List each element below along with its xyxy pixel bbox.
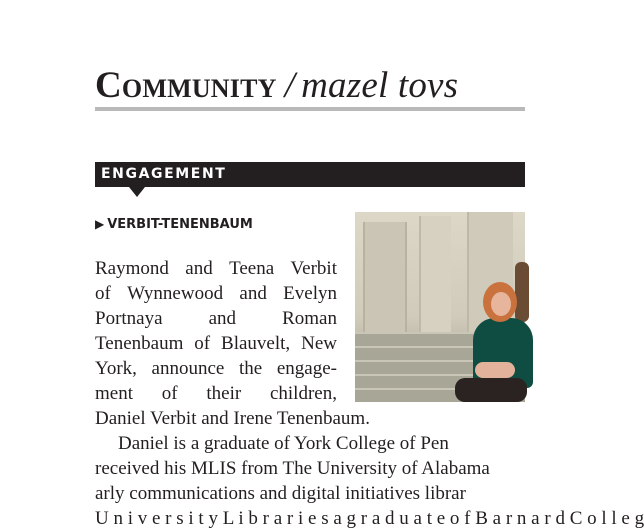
body-line bbox=[95, 306, 337, 331]
word: of bbox=[194, 333, 211, 354]
header-separator: / bbox=[284, 65, 296, 106]
body-line bbox=[95, 356, 337, 381]
body-line: Daniel Verbit and Irene Tenenbaum. bbox=[95, 408, 370, 429]
word: York, bbox=[95, 358, 137, 379]
body-line: U n i v e r s i t y L i b r a r i e s a g r a d u a t e o f B a r n a r d C o l l e g bbox=[95, 508, 644, 529]
section-header bbox=[95, 62, 458, 110]
word: and bbox=[185, 258, 213, 279]
body-line: arly communications and digital initiatives librar bbox=[95, 483, 466, 504]
article-body bbox=[95, 256, 644, 531]
photo-figure-partner bbox=[515, 262, 529, 322]
word: Blauvelt, bbox=[221, 333, 291, 354]
word: Evelyn bbox=[283, 283, 337, 304]
word: of bbox=[161, 383, 178, 404]
word: engage- bbox=[276, 358, 337, 379]
body-line: received his MLIS from The University of Alabama bbox=[95, 458, 490, 479]
category-tab-pointer bbox=[129, 187, 145, 197]
word: of bbox=[95, 283, 111, 304]
body-line bbox=[95, 381, 337, 406]
body-line bbox=[95, 331, 337, 356]
word: and bbox=[208, 308, 237, 329]
category-tab-bar bbox=[95, 162, 525, 187]
word: Roman bbox=[282, 308, 337, 329]
word: Verbit bbox=[290, 258, 337, 279]
body-line: Daniel is a graduate of York College of Pen bbox=[118, 433, 449, 454]
section-title: Community bbox=[95, 65, 277, 106]
word: Raymond bbox=[95, 258, 169, 279]
word: their bbox=[206, 383, 242, 404]
word: children, bbox=[269, 383, 337, 404]
word: New bbox=[301, 333, 337, 354]
category-tab-label: ENGAGEMENT bbox=[101, 166, 227, 182]
article-headline bbox=[95, 214, 253, 235]
word: Wynnewood bbox=[127, 283, 224, 304]
body-line bbox=[95, 281, 337, 306]
word: the bbox=[239, 358, 263, 379]
word: Teena bbox=[229, 258, 275, 279]
play-triangle-icon: ▶ bbox=[95, 217, 105, 231]
word: Portnaya bbox=[95, 308, 163, 329]
article-headline-text: VERBIT-TENENBAUM bbox=[107, 217, 253, 232]
word: Tenenbaum bbox=[95, 333, 184, 354]
subsection-title: mazel tovs bbox=[301, 65, 459, 106]
word: announce bbox=[151, 358, 225, 379]
word: and bbox=[239, 283, 267, 304]
header-rule bbox=[95, 107, 525, 111]
body-line bbox=[95, 256, 337, 281]
word: ment bbox=[95, 383, 133, 404]
